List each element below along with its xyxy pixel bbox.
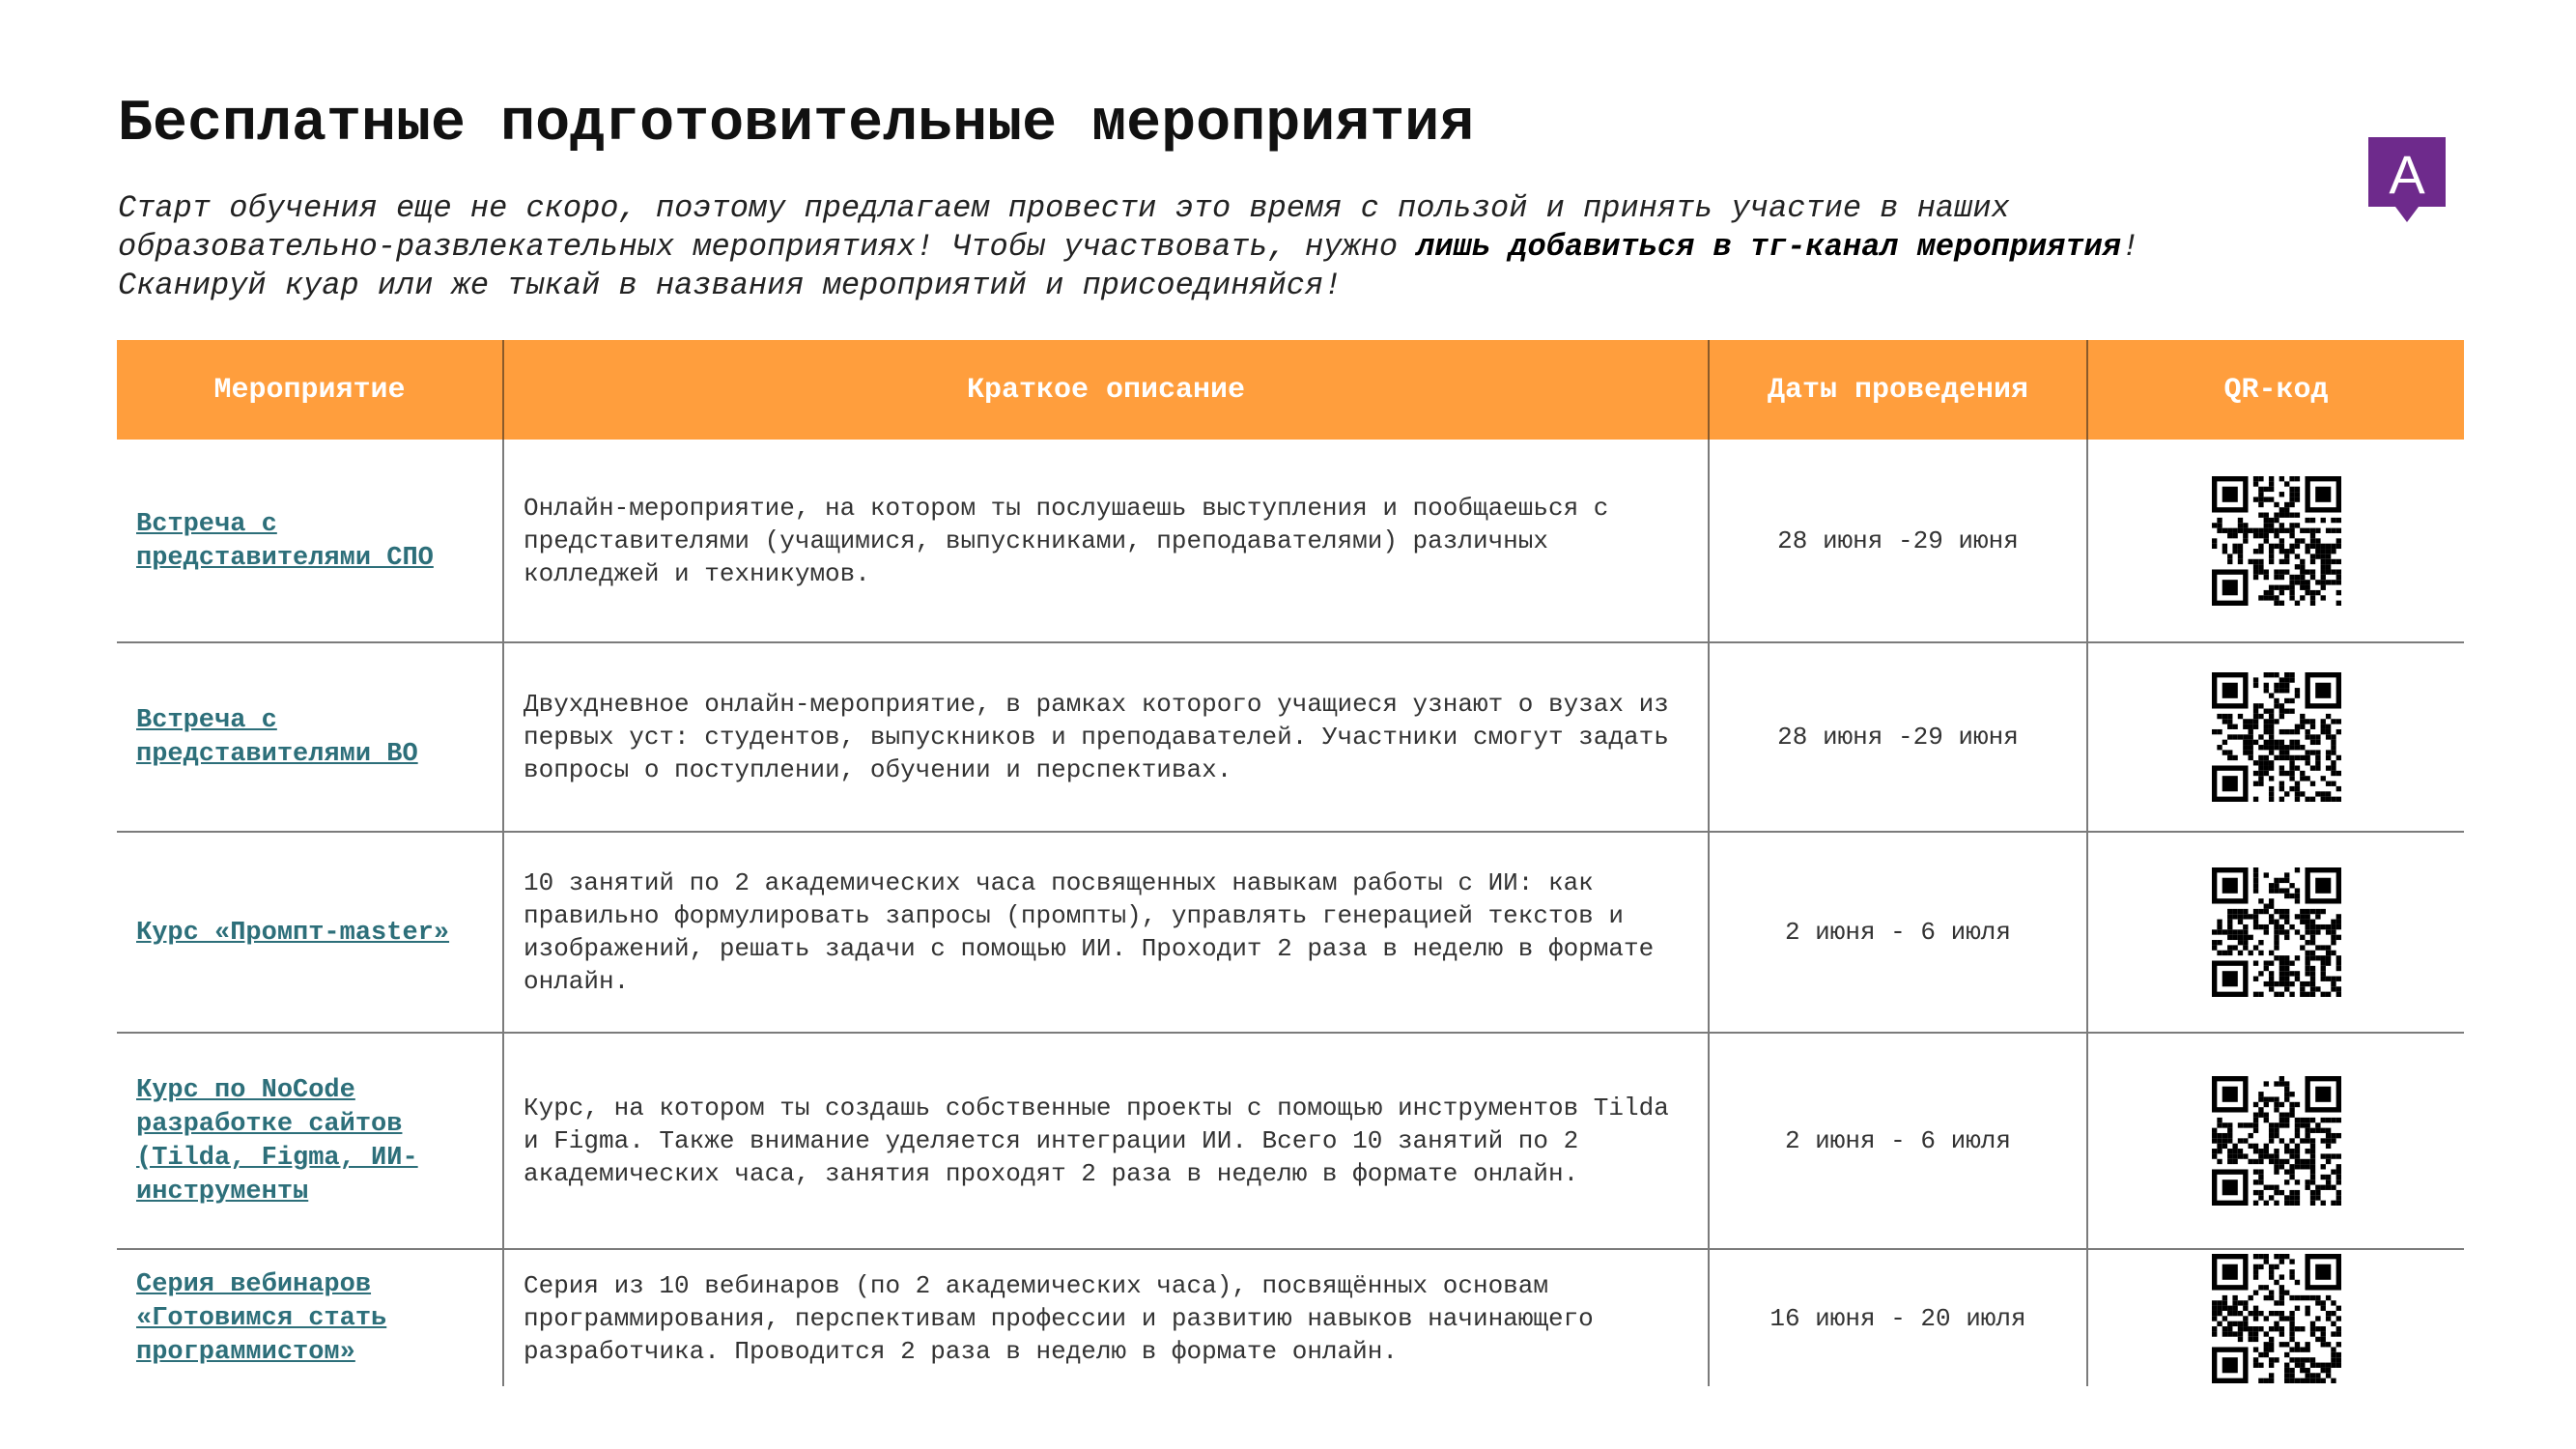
qr-cell [2087,440,2464,642]
intro-text-emphasis: лишь добавиться в тг-канал мероприятия [1416,229,2121,265]
event-description: Курс, на котором ты создашь собственные проекты с помощью инструментов Tilda и Figma. Также внимание уделяется интеграции ИИ. Всего 10 занятий по 2 академических часа, занятия проходят 2 раза в неделю в формате онлайн. [503,1033,1709,1249]
event-description: Онлайн-мероприятие, на котором ты послушаешь выступления и пообщаешься с представителями (учащимися, выпускниками, преподавателями) различных колледжей и техникумов. [503,440,1709,642]
qr-cell [2087,1249,2464,1386]
qr-code-icon[interactable] [2212,867,2341,997]
column-header-dates: Даты проведения [1709,340,2087,440]
table-row [117,642,2464,832]
table-row [117,1033,2464,1249]
table-row [117,440,2464,642]
event-dates: 28 июня -29 июня [1709,642,2087,832]
intro-text-part1: Старт обучения еще не скоро, поэтому предлагаем провести это время с пользой и принять участие в наших образовательно-развлекательных мероприятиях! Чтобы участвовать, нужно [118,190,2010,265]
qr-cell [2087,642,2464,832]
event-link[interactable]: Курс «Промпт-master» [136,918,450,948]
event-name-cell [117,1249,503,1386]
event-name-cell [117,642,503,832]
brand-logo-icon [2368,137,2446,230]
events-table [117,340,2464,1386]
qr-cell [2087,832,2464,1033]
event-link[interactable]: Курс по NoCode разработке сайтов (Tilda, Figma, ИИ-инструменты [136,1076,418,1207]
event-link[interactable]: Серия вебинаров «Готовимся стать программистом» [136,1270,387,1367]
brand-logo-letter: A [2389,144,2425,205]
event-name-cell [117,1033,503,1249]
event-name-cell [117,832,503,1033]
qr-code-icon[interactable] [2212,1254,2341,1383]
column-header-qr: QR-код [2087,340,2464,440]
event-link[interactable]: Встреча с представителями СПО [136,509,434,573]
table-row [117,1249,2464,1386]
intro-text [118,189,2291,305]
column-header-event: Мероприятие [117,340,503,440]
event-dates: 2 июня - 6 июля [1709,1033,2087,1249]
intro-text-part2: ! Сканируй куар или же тыкай в названия мероприятий и присоединяйся! [118,229,2140,303]
event-description: Двухдневное онлайн-мероприятие, в рамках которого учащиеся узнают о вузах из первых уст: студентов, выпускников и преподавателей. Участники смогут задать вопросы о поступлении, обучении и перспективах. [503,642,1709,832]
column-header-description: Краткое описание [503,340,1709,440]
qr-code-icon[interactable] [2212,672,2341,802]
table-row [117,832,2464,1033]
qr-code-icon[interactable] [2212,476,2341,606]
event-link[interactable]: Встреча с представителями ВО [136,706,418,769]
event-dates: 28 июня -29 июня [1709,440,2087,642]
event-dates: 16 июня - 20 июля [1709,1249,2087,1386]
qr-code-icon[interactable] [2212,1076,2341,1206]
event-description: Серия из 10 вебинаров (по 2 академических часа), посвящённых основам программирования, перспективам профессии и развитию навыков начинающего разработчика. Проводится 2 раза в неделю в формате онлайн. [503,1249,1709,1386]
event-name-cell [117,440,503,642]
qr-cell [2087,1033,2464,1249]
table-header-row [117,340,2464,440]
event-description: 10 занятий по 2 академических часа посвященных навыкам работы с ИИ: как правильно формулировать запросы (промпты), управлять генерацией текстов и изображений, решать задачи с помощью ИИ. Проходит 2 раза в неделю в формате онлайн. [503,832,1709,1033]
page-title: Бесплатные подготовительные мероприятия [118,92,1475,157]
event-dates: 2 июня - 6 июля [1709,832,2087,1033]
